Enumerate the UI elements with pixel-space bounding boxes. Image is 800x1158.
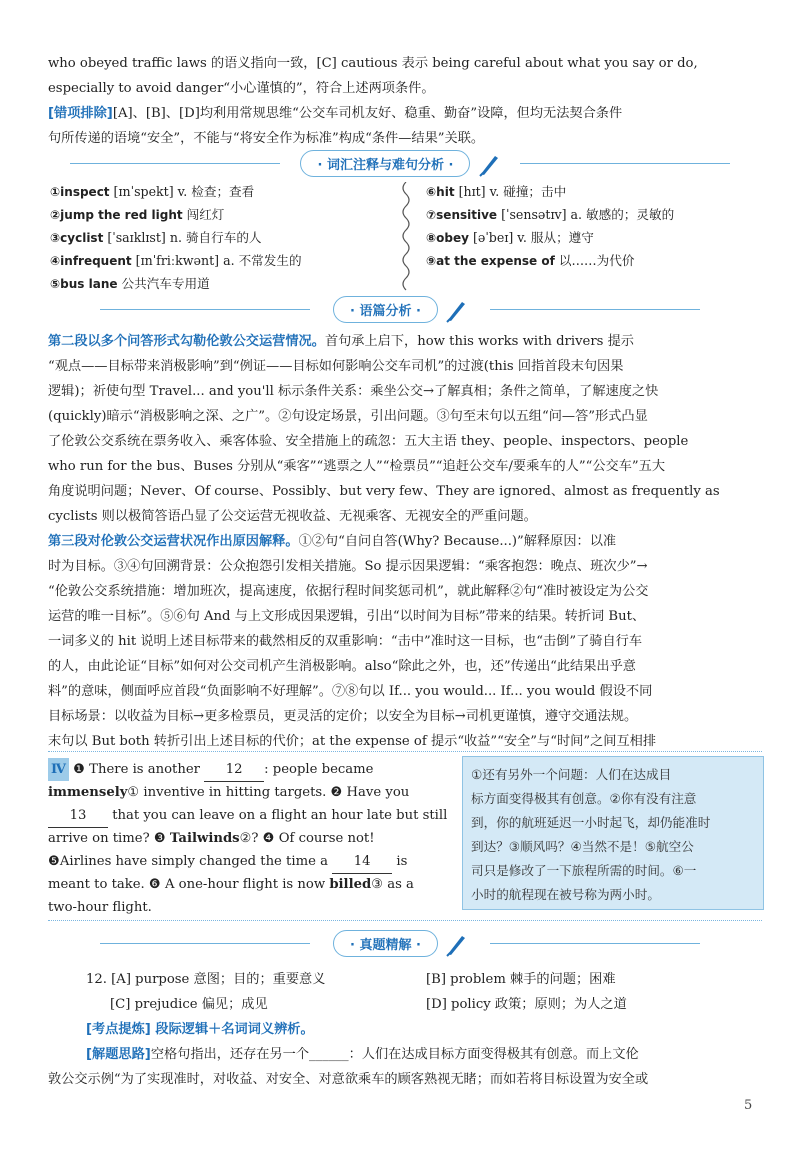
translation-line: 到，你的航班延迟一小时起飞，却仍能准时	[471, 815, 711, 830]
elimination-line-2: 句所传递的语境“安全”，不能与“将安全作为标准”构成“条件—结果”关联。	[48, 131, 485, 146]
heading-rule-left	[100, 309, 310, 310]
section-title: · 真题精解 ·	[333, 930, 438, 957]
dotted-divider	[48, 920, 762, 921]
para3-line: 运营的唯一目标”。⑤⑥句 And 与上文形成因果逻辑，引出“以时间为目标”带来的结果。转折词 But、	[48, 609, 646, 624]
para3-line: “伦敦公交系统措施：增加班次，提高速度，依据行程时间奖惩司机”，就此解释②句“准时被设定为公交	[48, 584, 649, 599]
translation-line: 司只是修改了一下旅程所需的时间。⑥一	[471, 863, 697, 878]
intro-line-2: especially to avoid danger“小心谨慎的”，符合上述两项条件。	[48, 81, 435, 96]
para3-line: 时为目标。③④句回溯背景：公众抱怨引发相关措施。So 提示因果逻辑：“乘客抱怨：晚点、班次少”→	[48, 559, 648, 574]
section-discourse-heading	[0, 296, 800, 323]
vocab-left-column	[50, 180, 302, 295]
option-b: [B] problem 棘手的问题；困难	[426, 972, 616, 987]
paragraph-number-badge: Ⅳ	[48, 758, 69, 781]
translation-line: 到达？③顺风吗？④当然不是！⑤航空公	[471, 839, 694, 854]
section-vocab-heading	[0, 150, 800, 177]
section-answers-heading	[0, 930, 800, 957]
passage-paragraph-4: Ⅳ ❶ There is another 12 : people became immensely① inventive in hitting targets. ❷ Have you 13 that you can leave on a flight an hour late but still arrive on time? ❸ Tailwinds②? ❹ Of course not! ❺Airlines have simply changed the time a 14 is meant to take. ❻ A one-hour flight is now billed③ as a two-hour flight.	[48, 758, 450, 919]
blank-12: 12	[204, 758, 264, 782]
translation-line: ①还有另外一个问题：人们在达成目	[471, 767, 672, 782]
section-title: · 语篇分析 ·	[333, 296, 438, 323]
page-number: 5	[744, 1098, 753, 1113]
para2-line: (quickly)暗示“消极影响之深、之广”。②句设定场景，引出问题。③句至末句以五组“问—答”形式凸显	[48, 409, 648, 424]
solution-line-1: [解题思路]空格句指出，还存在另一个______：人们在达成目标方面变得极其有创意。而上文伦	[86, 1047, 639, 1062]
heading-rule-left	[70, 163, 280, 164]
para3-line: 末句以 But both 转折引出上述目标的代价；at the expense of 提示“收益”“安全”与“时间”之间互相排	[48, 734, 657, 749]
test-point: [考点提炼] 段际逻辑＋名词词义辨析。	[86, 1022, 314, 1037]
heading-rule-right	[490, 309, 700, 310]
pen-icon	[478, 153, 500, 177]
para2-line: cyclists 则以极简答语凸显了公交运营无视收益、无视乘客、无视安全的严重问题。	[48, 509, 537, 524]
para2-lead: 第二段以多个问答形式勾勒伦敦公交运营情况。	[48, 334, 325, 349]
section-title: · 词汇注释与难句分析 ·	[300, 150, 470, 177]
para2-line: 了伦敦公交系统在票务收入、乘客体验、安全措施上的疏忽：五大主语 they、people、inspectors、people	[48, 434, 689, 449]
elimination-line-1	[48, 102, 762, 121]
vocab-item: ③cyclist [ˈsaɪklɪst] n. 骑自行车的人	[50, 230, 262, 245]
translation-line: 标方面变得极其有创意。②你有没有注意	[471, 791, 697, 806]
option-a: 12. [A] purpose 意图；目的；重要意义	[86, 972, 326, 987]
option-d: [D] policy 政策；原则；为人之道	[426, 997, 627, 1012]
vocab-right-column	[426, 180, 674, 272]
para2-line-1: 第二段以多个问答形式勾勒伦敦公交运营情况。首句承上启下，how this works with drivers 提示	[48, 334, 634, 349]
para3-line: 的人，由此论证“目标”如何对公交司机产生消极影响。also“除此之外，也，还”传递出“此结果出乎意	[48, 659, 636, 674]
vocab-divider	[398, 182, 414, 292]
option-c: [C] prejudice 偏见；成见	[110, 997, 268, 1012]
para3-line: 料”的意味，侧面呼应首段“负面影响不好理解”。⑦⑧句以 If... you would... If... you would 假设不同	[48, 684, 653, 699]
pen-icon	[445, 933, 467, 957]
para2-line: 逻辑)；祈使句型 Travel... and you'll 标示条件关系：乘坐公交→了解真相；条件之简单，了解速度之快	[48, 384, 659, 399]
para3-line-1: 第三段对伦敦公交运营状况作出原因解释。①②句“自问自答(Why? Because...)”解释原因：以准	[48, 534, 617, 549]
translation-line: 小时的航程现在被号称为两小时。	[471, 887, 660, 902]
vocab-item: ②jump the red light 闯红灯	[50, 207, 225, 222]
intro-line-1: who obeyed traffic laws 的语义指向一致，[C] cautious 表示 being careful about what you say or do,	[48, 56, 698, 71]
solution-line-2: 敦公交示例“为了实现准时，对收益、对安全、对意欲乘车的顾客熟视无睹；而如若将目标设置为安全或	[48, 1072, 649, 1087]
translation-box	[462, 756, 764, 910]
para2-line: 角度说明问题；Never、Of course、Possibly、but very few、They are ignored、almost as frequently as	[48, 484, 720, 499]
solution-label: [解题思路]	[86, 1047, 151, 1062]
blank-13: 13	[48, 804, 108, 828]
heading-rule-right	[490, 943, 700, 944]
dotted-divider	[48, 751, 762, 752]
heading-rule-right	[520, 163, 730, 164]
vocab-item: ⑥hit [hɪt] v. 碰撞；击中	[426, 184, 567, 199]
vocab-item: ⑤bus lane 公共汽车专用道	[50, 276, 210, 291]
vocab-item: ⑧obey [əˈbeɪ] v. 服从；遵守	[426, 230, 594, 245]
para3-line: 目标场景：以收益为目标→更多检票员，更灵活的定价；以安全为目标→司机更谨慎，遵守交通法规。	[48, 709, 638, 724]
para2-line: who run for the bus、Buses 分别从“乘客”“逃票之人”“检票员”“追赶公交车/要乘车的人”“公交车”五大	[48, 459, 666, 474]
elimination-label: [错项排除]	[48, 106, 113, 121]
vocab-item: ①inspect [ɪnˈspekt] v. 检查；查看	[50, 184, 255, 199]
blank-14: 14	[332, 850, 392, 874]
vocab-item: ⑨at the expense of 以……为代价	[426, 253, 635, 268]
para3-lead: 第三段对伦敦公交运营状况作出原因解释。	[48, 534, 299, 549]
para3-line: 一词多义的 hit 说明上述目标带来的截然相反的双重影响：“击中”准时这一目标，也“击倒”了骑自行车	[48, 634, 643, 649]
pen-icon	[445, 299, 467, 323]
para2-line: “观点——目标带来消极影响”到“例证——目标如何影响公交车司机”的过渡(this 回指首段末句因果	[48, 359, 624, 374]
vocab-item: ④infrequent [ɪnˈfriːkwənt] a. 不常发生的	[50, 253, 302, 268]
heading-rule-left	[100, 943, 310, 944]
vocab-item: ⑦sensitive [ˈsensətɪv] a. 敏感的；灵敏的	[426, 207, 675, 222]
elimination-text: [A]、[B]、[D]均利用常规思维“公交车司机友好、稳重、勤奋”设障，但均无法契合条件	[112, 106, 623, 121]
